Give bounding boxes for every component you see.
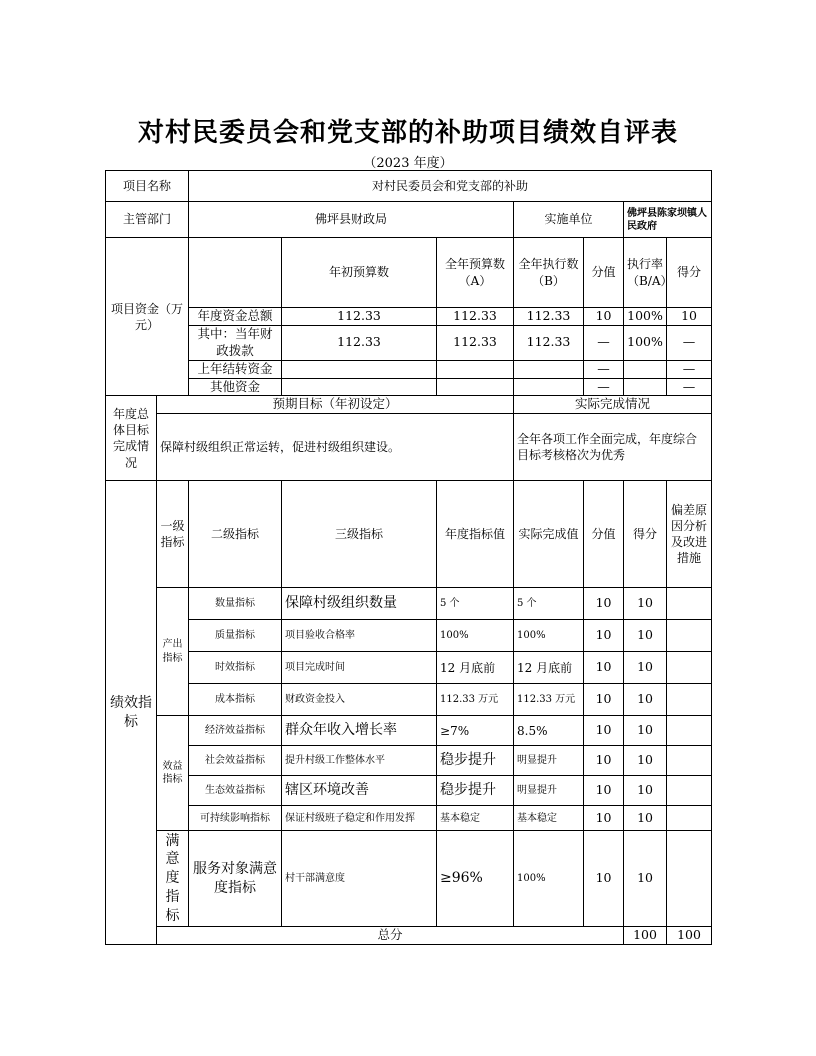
total-score: 100 bbox=[624, 927, 667, 945]
perf-l2: 时效指标 bbox=[189, 652, 282, 684]
perf-score: 10 bbox=[584, 831, 624, 927]
funds-col-exec-cell: 全年执行数（B） bbox=[514, 238, 584, 308]
funds-row-exec bbox=[514, 360, 584, 378]
perf-got: 10 bbox=[624, 652, 667, 684]
perf-l2: 经济效益指标 bbox=[189, 716, 282, 746]
perf-reason bbox=[667, 746, 712, 776]
perf-row bbox=[106, 684, 712, 716]
perf-l3: 提升村级工作整体水平 bbox=[282, 746, 437, 776]
perf-l2: 社会效益指标 bbox=[189, 746, 282, 776]
perf-l2: 数量指标 bbox=[189, 588, 282, 620]
perf-actual: 明显提升 bbox=[514, 746, 584, 776]
impl-label: 实施单位 bbox=[514, 202, 624, 238]
funds-row-init bbox=[282, 360, 437, 378]
perf-target: ≥7% bbox=[437, 716, 514, 746]
funds-row-annual: 112.33 bbox=[437, 325, 514, 360]
perf-score: 10 bbox=[584, 684, 624, 716]
dept-row bbox=[106, 202, 712, 238]
perf-l2: 成本指标 bbox=[189, 684, 282, 716]
perf-target: 基本稳定 bbox=[437, 806, 514, 831]
perf-l3: 项目完成时间 bbox=[282, 652, 437, 684]
perf-h-score: 分值 bbox=[584, 481, 624, 588]
funds-row-init bbox=[282, 378, 437, 396]
goal-expected-header: 预期目标（年初设定） bbox=[157, 396, 514, 414]
funds-row-annual: 112.33 bbox=[437, 308, 514, 326]
perf-row bbox=[106, 620, 712, 652]
perf-h-target: 年度指标值 bbox=[437, 481, 514, 588]
perf-score: 10 bbox=[584, 716, 624, 746]
funds-row-exec bbox=[514, 378, 584, 396]
perf-reason bbox=[667, 588, 712, 620]
perf-group-label: 效益指标 bbox=[157, 716, 189, 831]
funds-row-rate: 100% bbox=[624, 325, 667, 360]
funds-row bbox=[106, 325, 712, 360]
perf-score: 10 bbox=[584, 652, 624, 684]
perf-l2: 可持续影响指标 bbox=[189, 806, 282, 831]
perf-group-label: 满意度指标 bbox=[157, 831, 189, 927]
funds-col-got: 得分 bbox=[667, 238, 712, 308]
perf-got: 10 bbox=[624, 684, 667, 716]
perf-got: 10 bbox=[624, 776, 667, 806]
perf-actual: 12 月底前 bbox=[514, 652, 584, 684]
funds-col-init: 年初预算数 bbox=[282, 238, 437, 308]
goal-label: 年度总体目标完成情况 bbox=[106, 396, 157, 481]
perf-h-level2: 二级指标 bbox=[189, 481, 282, 588]
funds-row-exec: 112.33 bbox=[514, 308, 584, 326]
total-got: 100 bbox=[667, 927, 712, 945]
perf-score: 10 bbox=[584, 746, 624, 776]
perf-h-level1: 一级指标 bbox=[157, 481, 189, 588]
perf-got: 10 bbox=[624, 588, 667, 620]
impl-value: 佛坪县陈家坝镇人民政府 bbox=[624, 202, 712, 238]
perf-l3: 辖区环境改善 bbox=[282, 776, 437, 806]
perf-h-got: 得分 bbox=[624, 481, 667, 588]
perf-l2: 质量指标 bbox=[189, 620, 282, 652]
perf-reason bbox=[667, 716, 712, 746]
perf-l3: 项目验收合格率 bbox=[282, 620, 437, 652]
perf-l3: 群众年收入增长率 bbox=[282, 716, 437, 746]
dept-value: 佛坪县财政局 bbox=[189, 202, 514, 238]
funds-row-init: 112.33 bbox=[282, 325, 437, 360]
perf-actual: 明显提升 bbox=[514, 776, 584, 806]
funds-row-got: — bbox=[667, 378, 712, 396]
funds-row-exec: 112.33 bbox=[514, 325, 584, 360]
dept-label: 主管部门 bbox=[106, 202, 189, 238]
perf-reason bbox=[667, 684, 712, 716]
perf-h-reason: 偏差原因分析及改进措施 bbox=[667, 481, 712, 588]
perf-row bbox=[106, 831, 712, 927]
perf-row bbox=[106, 652, 712, 684]
perf-target: ≥96% bbox=[437, 831, 514, 927]
perf-target: 5 个 bbox=[437, 588, 514, 620]
evaluation-table bbox=[105, 170, 712, 945]
goal-actual: 全年各项工作全面完成，年度综合目标考核格次为优秀 bbox=[514, 414, 712, 481]
funds-header-blank bbox=[189, 238, 282, 308]
page-title: 对村民委员会和党支部的补助项目绩效自评表 bbox=[137, 118, 678, 148]
project-name-row bbox=[106, 171, 712, 202]
perf-l3: 保障村级组织数量 bbox=[282, 588, 437, 620]
perf-target: 稳步提升 bbox=[437, 776, 514, 806]
funds-row-got: — bbox=[667, 360, 712, 378]
funds-row-init: 112.33 bbox=[282, 308, 437, 326]
perf-got: 10 bbox=[624, 831, 667, 927]
goal-content-row bbox=[106, 414, 712, 481]
funds-row-score: — bbox=[584, 360, 624, 378]
perf-score: 10 bbox=[584, 620, 624, 652]
perf-score: 10 bbox=[584, 776, 624, 806]
funds-row-annual bbox=[437, 360, 514, 378]
perf-reason bbox=[667, 652, 712, 684]
perf-reason bbox=[667, 806, 712, 831]
perf-actual: 基本稳定 bbox=[514, 806, 584, 831]
perf-actual: 100% bbox=[514, 831, 584, 927]
funds-row-rate bbox=[624, 378, 667, 396]
perf-actual: 5 个 bbox=[514, 588, 584, 620]
funds-header-row bbox=[106, 238, 712, 308]
perf-header-row bbox=[106, 481, 712, 588]
perf-got: 10 bbox=[624, 746, 667, 776]
goal-header-row bbox=[106, 396, 712, 414]
project-name-value: 对村民委员会和党支部的补助 bbox=[189, 171, 712, 202]
perf-row bbox=[106, 806, 712, 831]
perf-label: 绩效指标 bbox=[106, 481, 157, 945]
perf-actual: 100% bbox=[514, 620, 584, 652]
perf-group-label: 产出指标 bbox=[157, 588, 189, 716]
funds-row-score: — bbox=[584, 325, 624, 360]
perf-reason bbox=[667, 831, 712, 927]
perf-score: 10 bbox=[584, 588, 624, 620]
funds-row-name: 上年结转资金 bbox=[189, 360, 282, 378]
perf-l2: 服务对象满意度指标 bbox=[189, 831, 282, 927]
goal-expected: 保障村级组织正常运转，促进村级组织建设。 bbox=[157, 414, 514, 481]
perf-target: 100% bbox=[437, 620, 514, 652]
perf-l2: 生态效益指标 bbox=[189, 776, 282, 806]
funds-col-annual: 全年预算数（A） bbox=[437, 238, 514, 308]
year-subtitle: （2023 年度） bbox=[363, 156, 453, 171]
perf-row bbox=[106, 776, 712, 806]
perf-reason bbox=[667, 776, 712, 806]
funds-row-got: — bbox=[667, 325, 712, 360]
funds-row-score: 10 bbox=[584, 308, 624, 326]
perf-row bbox=[106, 588, 712, 620]
perf-got: 10 bbox=[624, 806, 667, 831]
funds-row bbox=[106, 378, 712, 396]
perf-h-actual: 实际完成值 bbox=[514, 481, 584, 588]
funds-label: 项目资金（万元） bbox=[106, 238, 189, 396]
funds-row-rate bbox=[624, 360, 667, 378]
funds-row bbox=[106, 360, 712, 378]
perf-row bbox=[106, 746, 712, 776]
funds-row-got: 10 bbox=[667, 308, 712, 326]
perf-h-level3: 三级指标 bbox=[282, 481, 437, 588]
perf-reason bbox=[667, 620, 712, 652]
funds-row-rate: 100% bbox=[624, 308, 667, 326]
funds-row-annual bbox=[437, 378, 514, 396]
perf-target: 12 月底前 bbox=[437, 652, 514, 684]
total-row bbox=[106, 927, 712, 945]
project-name-label: 项目名称 bbox=[106, 171, 189, 202]
perf-l3: 保证村级班子稳定和作用发挥 bbox=[282, 806, 437, 831]
perf-score: 10 bbox=[584, 806, 624, 831]
total-label: 总分 bbox=[157, 927, 624, 945]
perf-target: 112.33 万元 bbox=[437, 684, 514, 716]
funds-row-name: 其他资金 bbox=[189, 378, 282, 396]
funds-row-score: — bbox=[584, 378, 624, 396]
perf-got: 10 bbox=[624, 620, 667, 652]
funds-row bbox=[106, 308, 712, 326]
perf-l3: 村干部满意度 bbox=[282, 831, 437, 927]
funds-row-name: 年度资金总额 bbox=[189, 308, 282, 326]
perf-actual: 112.33 万元 bbox=[514, 684, 584, 716]
perf-row bbox=[106, 716, 712, 746]
perf-got: 10 bbox=[624, 716, 667, 746]
goal-actual-header: 实际完成情况 bbox=[514, 396, 712, 414]
perf-actual: 8.5% bbox=[514, 716, 584, 746]
funds-col-score: 分值 bbox=[584, 238, 624, 308]
funds-col-rate: 执行率（B/A） bbox=[624, 238, 667, 308]
perf-l3: 财政资金投入 bbox=[282, 684, 437, 716]
funds-row-name: 其中：当年财政拨款 bbox=[189, 325, 282, 360]
perf-target: 稳步提升 bbox=[437, 746, 514, 776]
